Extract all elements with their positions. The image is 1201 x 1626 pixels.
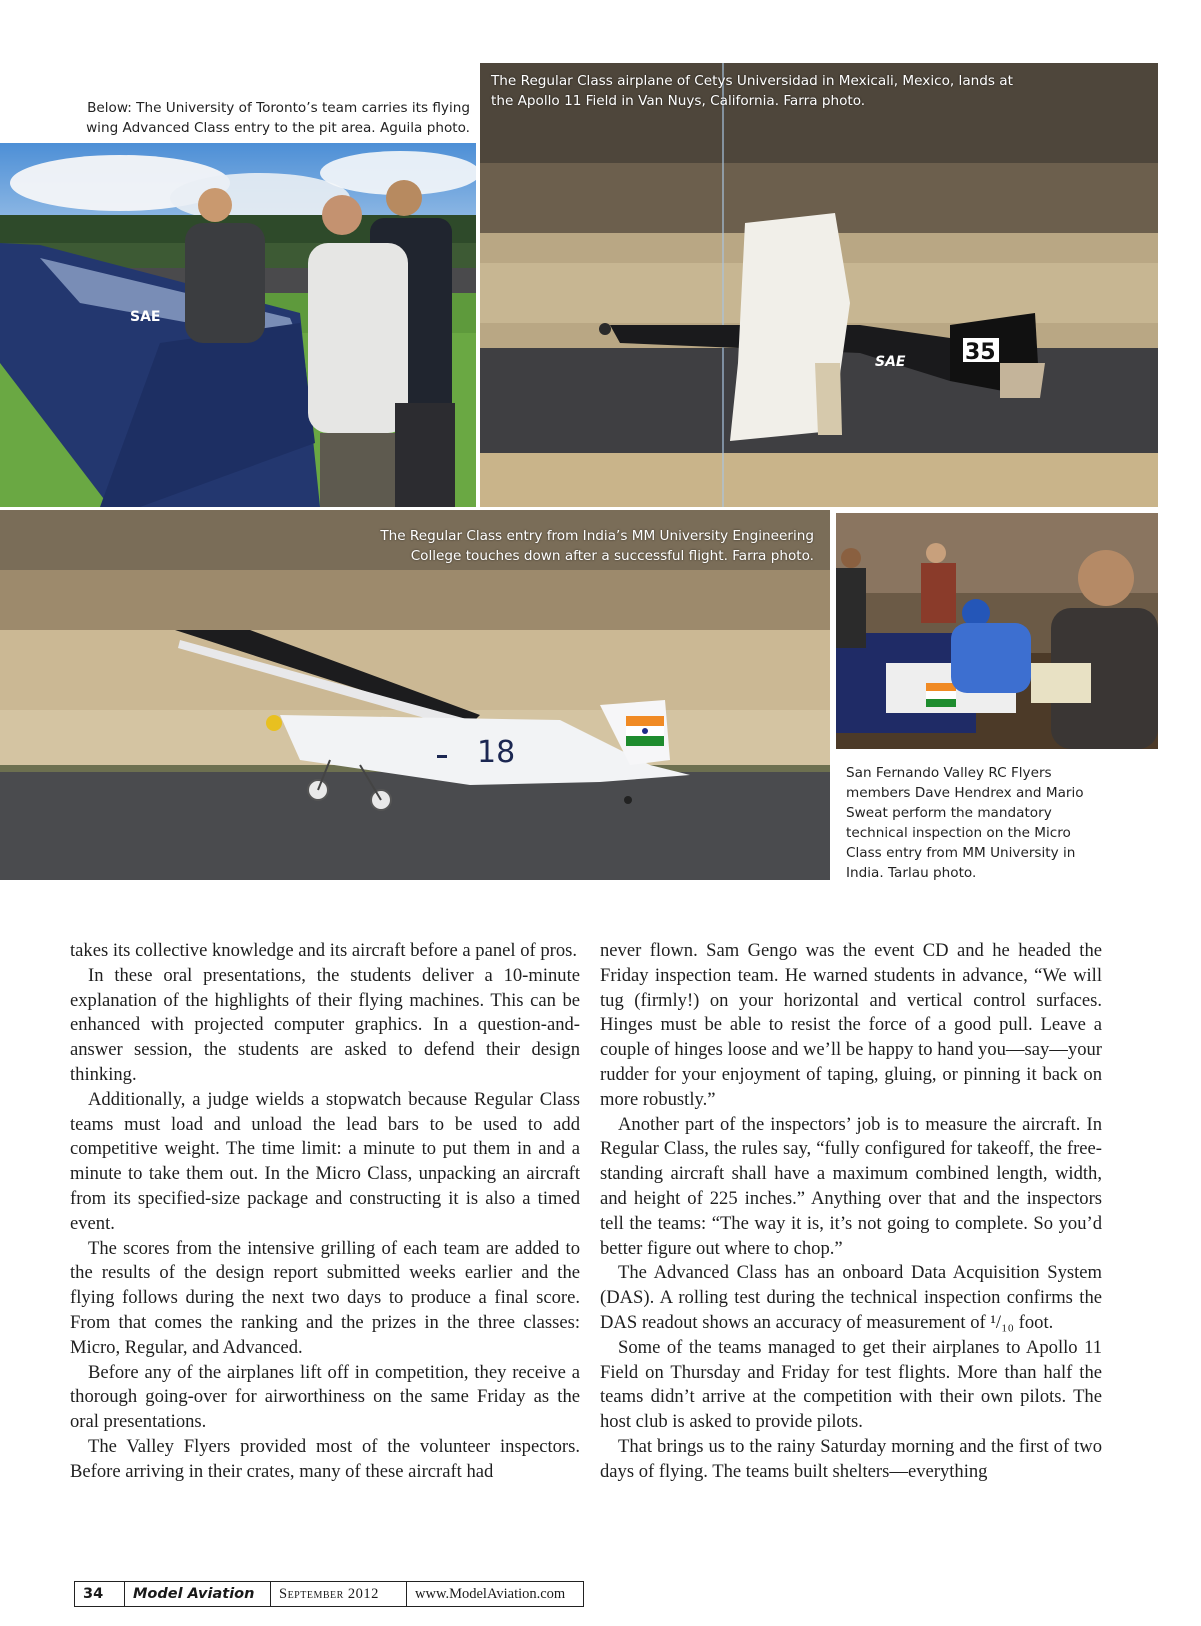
inspection-caption-line6: India. Tarlau photo. (846, 865, 977, 881)
cetys-caption (491, 71, 1091, 111)
article-paragraph: The Valley Flyers provided most of the volunteer inspectors. Before arriving in their crates, many of these aircraft had (70, 1435, 580, 1482)
article-paragraph: The scores from the intensive grilling of each team are added to the results of the design report submitted weeks earlier and the flying follows during the next two days to produce a final score. From that comes the ranking and the prizes in the three classes: Micro, Regular, and Advanced. (70, 1237, 580, 1358)
article-paragraph: Additionally, a judge wields a stopwatch because Regular Class teams must load and unload the lead bars to be used to add competitive weight. The time limit: a minute to put them in and a minute to take them out. In the Micro Class, unpacking an aircraft from its specified-size package and constructing it is also a timed event. (70, 1088, 580, 1234)
toronto-caption-line1: Below: The University of Toronto’s team carries its flying (87, 100, 470, 116)
india-landing-photo (0, 510, 830, 880)
toronto-caption (40, 98, 470, 138)
article-paragraph: Some of the teams managed to get their airplanes to Apollo 11 Field on Thursday and Friday for test flights. More than half the teams didn’t arrive at the competition with their own pilots. The host club is asked to provide pilots. (600, 1336, 1102, 1433)
cetys-caption-line1: The Regular Class airplane of Cetys Universidad in Mexicali, Mexico, lands at (491, 73, 1013, 89)
cetys-fuselage-decal: SAE (875, 354, 906, 370)
inspection-caption-line1: San Fernando Valley RC Flyers (846, 765, 1052, 781)
inspection-caption-line4: technical inspection on the Micro (846, 825, 1071, 841)
page-number: 34 (75, 1582, 125, 1606)
inspection-photo (836, 513, 1158, 749)
article-column-1 (70, 939, 580, 1485)
article-paragraph: takes its collective knowledge and its aircraft before a panel of pros. (70, 940, 577, 961)
article-paragraph: In these oral presentations, the students deliver a 10-minute explanation of the highlights of their flying machines. This can be enhanced with projected computer graphics. In a question-and-answer session, the students are asked to defend their design thinking. (70, 964, 580, 1085)
cetys-landing-photo-image (480, 63, 1158, 507)
inspection-photo-image (836, 513, 1158, 749)
website-link[interactable]: www.ModelAviation.com (415, 1585, 566, 1602)
inspection-caption-line3: Sweat perform the mandatory (846, 805, 1052, 821)
article-paragraph: Before any of the airplanes lift off in competition, they receive a thorough going-over for airworthiness on the same Friday as the oral presentations. (70, 1361, 580, 1433)
india-fuselage-number: 18 (477, 735, 516, 770)
india-caption-line2: College touches down after a successful flight. Farra photo. (410, 548, 814, 564)
toronto-caption-line2: wing Advanced Class entry to the pit area. Aguila photo. (86, 120, 470, 136)
india-caption-line1: The Regular Class entry from India’s MM University Engineering (380, 528, 814, 544)
article-column-2 (600, 939, 1102, 1485)
magazine-name: Model Aviation (125, 1582, 271, 1606)
toronto-team-photo (0, 143, 476, 507)
article-paragraph: That brings us to the rainy Saturday morning and the first of two days of flying. The teams built shelters—everything (600, 1435, 1102, 1482)
article-paragraph: never flown. Sam Gengo was the event CD and he headed the Friday inspection team. He warned students in advance, “We will tug (firmly!) on your horizontal and vertical control surfaces. Hinges must be able to resist the force of a good pull. Leave a couple of hinges loose and we’ll be happy to hand you—say—your rudder for your enjoyment of taping, gluing, or pinning it back on more robustly.” (600, 940, 1102, 1110)
toronto-team-photo-image (0, 143, 476, 507)
inspection-caption-line5: Class entry from MM University in (846, 845, 1076, 861)
india-caption (320, 526, 814, 566)
article-paragraph: The Advanced Class has an onboard Data Acquisition System (DAS). A rolling test during the technical inspection confirms the DAS readout shows an accuracy of measurement of ¹/₁₀ foot. (600, 1262, 1102, 1333)
toronto-wing-decal: SAE (130, 309, 161, 325)
cetys-landing-photo (480, 63, 1158, 507)
inspection-caption (846, 763, 1146, 883)
issue-date: September 2012 (271, 1582, 407, 1606)
cetys-tail-number: 35 (965, 340, 996, 365)
inspection-caption-line2: members Dave Hendrex and Mario (846, 785, 1084, 801)
article-paragraph: Another part of the inspectors’ job is to measure the aircraft. In Regular Class, the rules say, “fully configured for takeoff, the free-standing aircraft shall have a maximum combined length, width, and height of 225 inches.” Anything over that and the inspectors tell the teams: “The way it is, it’s not going to complete. So you’d better figure out where to chop.” (600, 1113, 1102, 1259)
cetys-caption-line2: the Apollo 11 Field in Van Nuys, California. Farra photo. (491, 93, 866, 109)
page-footer (74, 1581, 584, 1607)
